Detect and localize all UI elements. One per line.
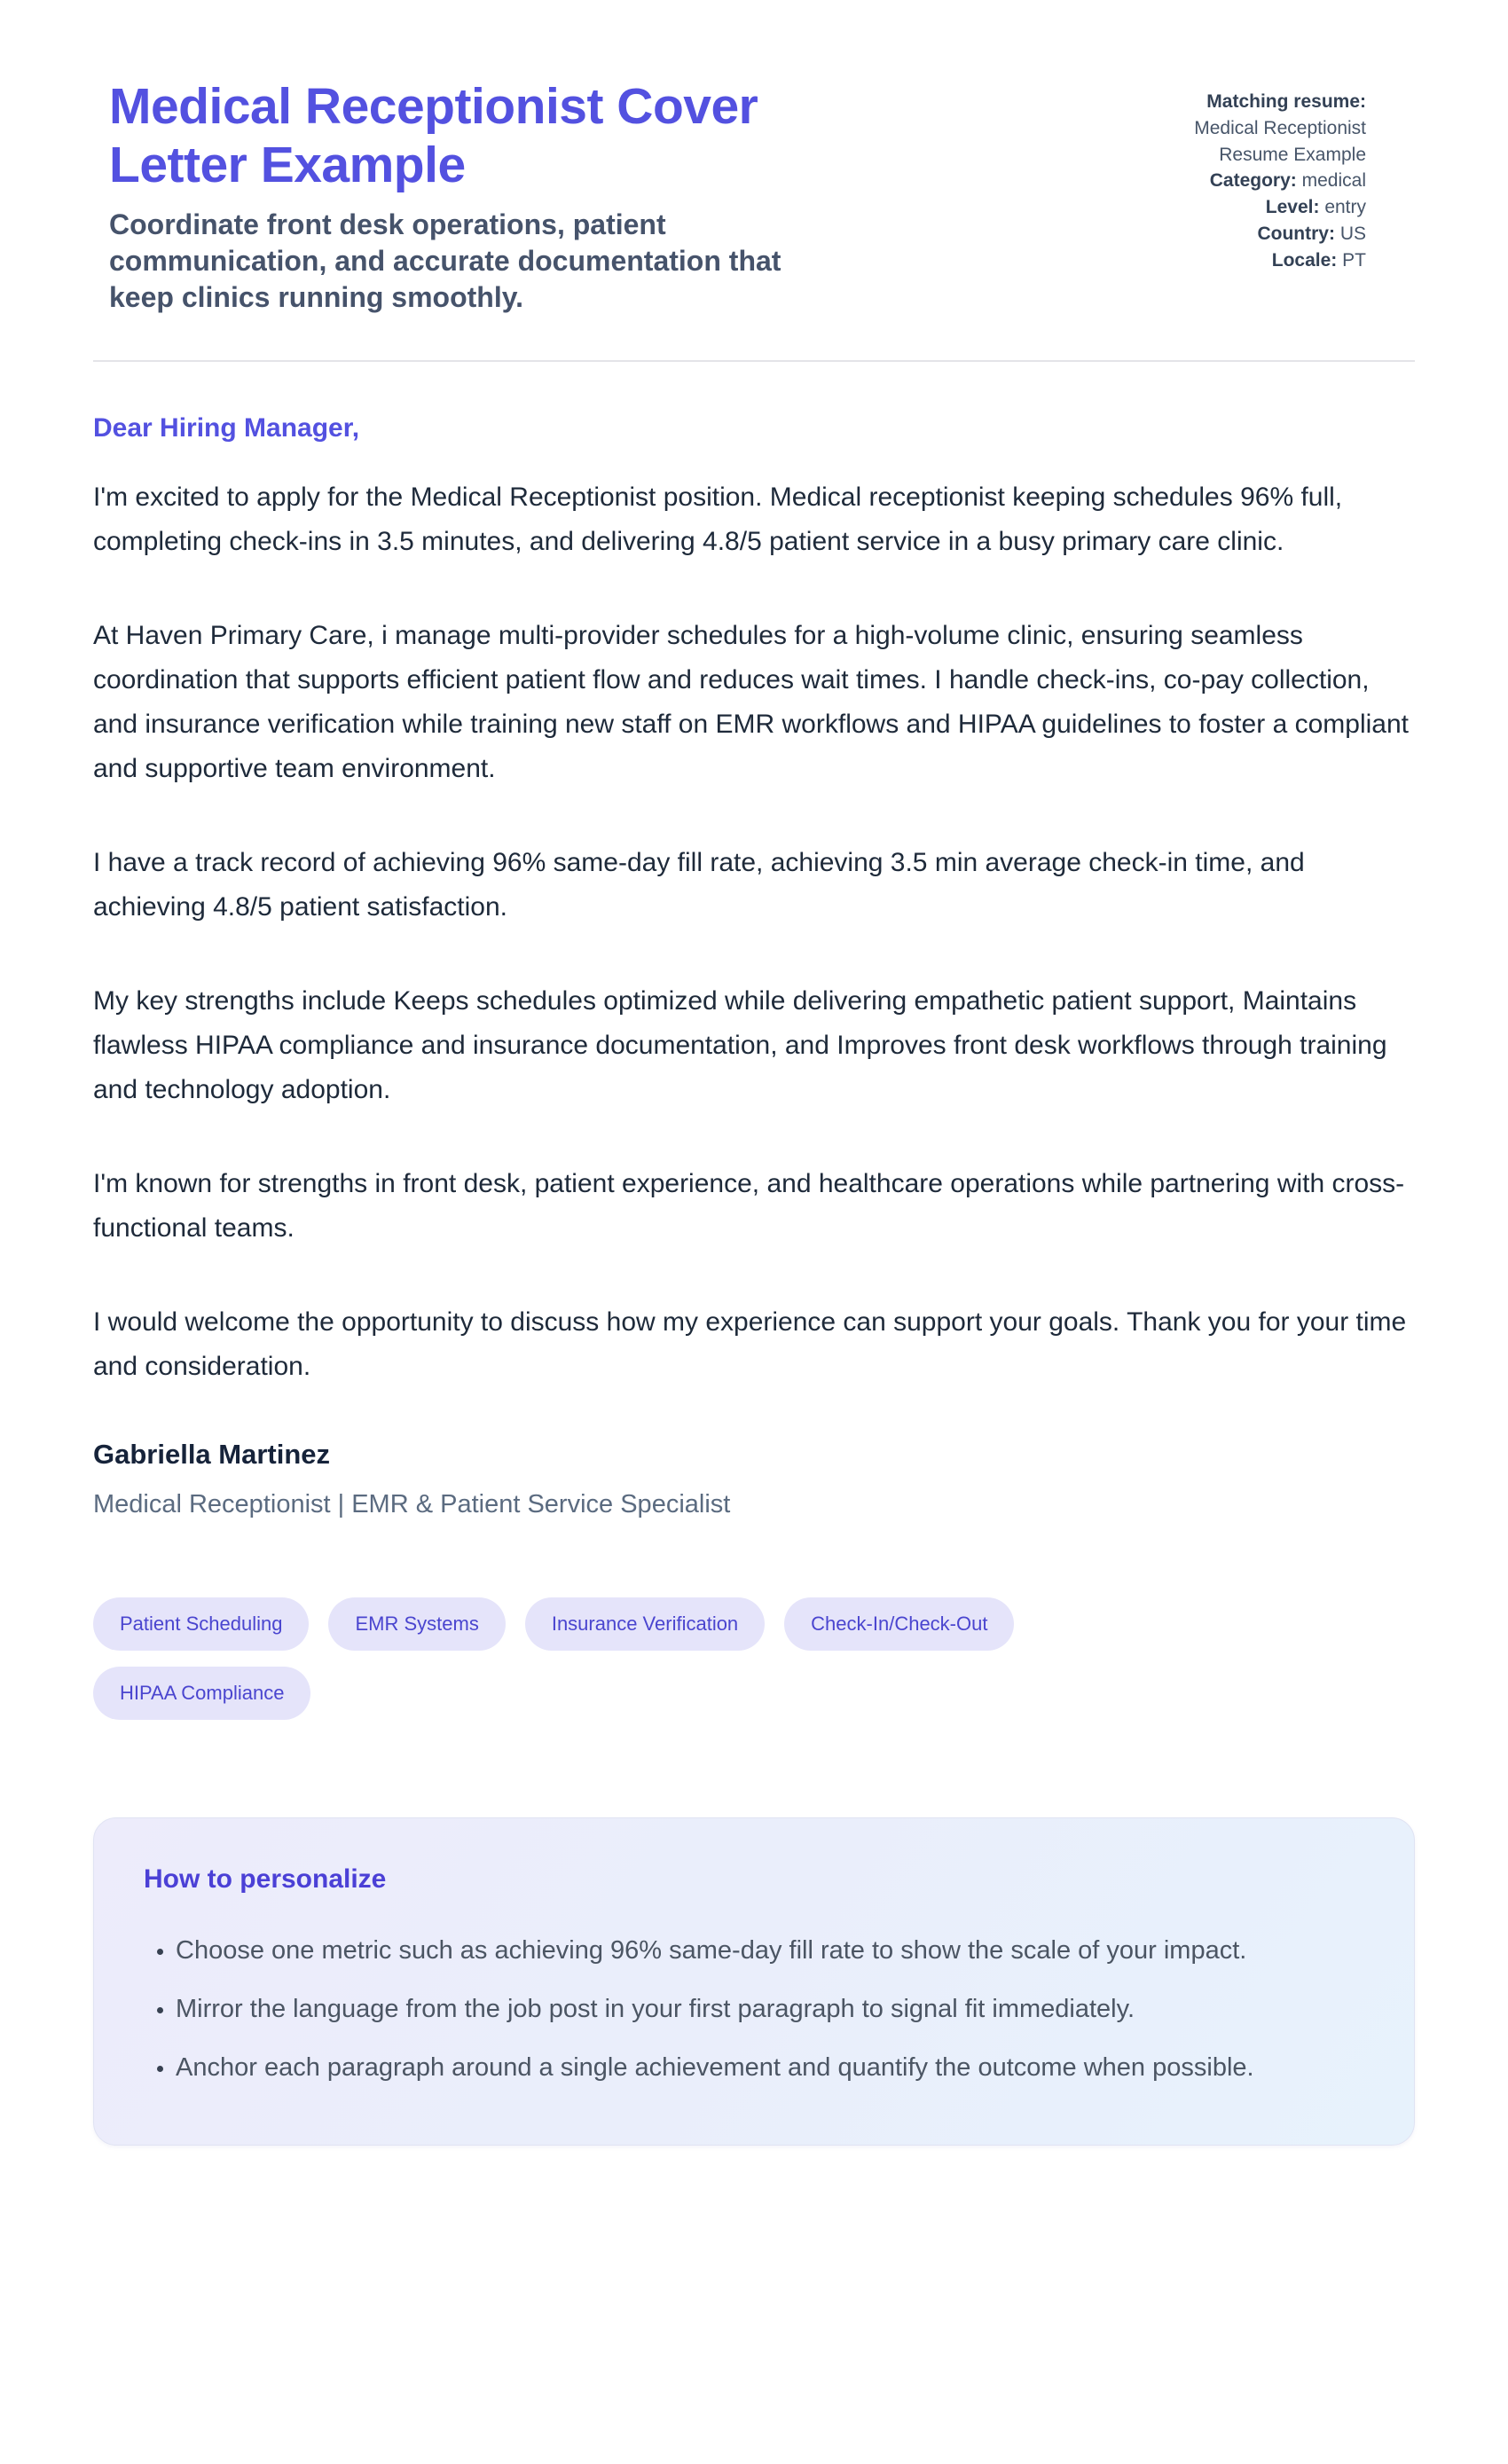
personalize-tip: • Anchor each paragraph around a single achievement and quantify the outcome when possible. [176,2045,1302,2090]
resume-meta-panel [1134,78,1366,274]
skill-tag: Patient Scheduling [93,1597,309,1651]
header-title-block [109,78,907,316]
meta-locale-label: Locale: [1271,249,1338,271]
letter-paragraph: I would welcome the opportunity to discuss how my experience can support your goals. Thank you for your time and consideration. [93,1307,1407,1381]
meta-locale-line [1134,247,1366,274]
meta-country-line [1134,221,1366,247]
signature-block [93,1439,1415,1519]
letter-paragraphs [93,475,1415,1389]
personalize-tip: • Mirror the language from the job post in your first paragraph to signal fit immediately. [176,1987,1302,2031]
signature-role: Medical Receptionist | EMR & Patient Service Specialist [93,1489,731,1518]
matching-resume-label [1134,89,1366,115]
personalize-title: How to personalize [144,1864,387,1894]
skill-tag: Insurance Verification [525,1597,765,1651]
header-divider [93,360,1415,362]
skill-tag: HIPAA Compliance [93,1667,310,1720]
greeting: Dear Hiring Manager, [93,412,360,443]
skill-tag: EMR Systems [328,1597,505,1651]
skill-tag: Check-In/Check-Out [784,1597,1014,1651]
meta-level-line [1134,194,1366,221]
meta-level-value: entry [1324,197,1366,218]
personalize-box [93,1817,1415,2146]
meta-country-value: US [1339,224,1366,245]
skill-tags [93,1597,1246,1720]
page-subtitle: Coordinate front desk operations, patient communication, and accurate documentation that keep clinics running smoothly. [109,208,781,313]
page-header [93,78,1415,316]
matching-resume-label-text: Matching resume: [1206,91,1366,112]
letter-paragraph: My key strengths include Keeps schedules optimized while delivering empathetic patient support, Maintains flawless HIPAA compliance and insurance documentation, and Improves front desk workflows through training and technology adoption. [93,985,1387,1104]
meta-category-label: Category: [1209,170,1297,192]
letter-paragraph: I have a track record of achieving 96% same-day fill rate, achieving 3.5 min average check-in time, and achieving 4.8/5 patient satisfaction. [93,847,1305,922]
personalize-tip-list [144,1928,1364,2090]
personalize-tip: • Choose one metric such as achieving 96% same-day fill rate to show the scale of your impact. [176,1928,1302,1973]
letter-paragraph: At Haven Primary Care, i manage multi-provider schedules for a high-volume clinic, ensuring seamless coordination that supports efficient patient flow and reduces wait times. I handle check-ins, co-pay collection, and insurance verification while training new staff on EMR workflows and HIPAA guidelines to foster a compliant and supportive team environment. [93,620,1409,783]
signature-name: Gabriella Martinez [93,1438,331,1470]
letter-body [93,413,1415,2146]
letter-paragraph: I'm known for strengths in front desk, patient experience, and healthcare operations while partnering with cross-functional teams. [93,1168,1405,1243]
meta-category-line [1134,168,1366,194]
matching-resume-value: Medical Receptionist Resume Example [1194,117,1366,165]
meta-locale-value: PT [1342,249,1366,271]
meta-country-label: Country: [1257,224,1335,245]
meta-level-label: Level: [1265,197,1320,218]
meta-category-value: medical [1301,170,1366,192]
letter-paragraph: I'm excited to apply for the Medical Receptionist position. Medical receptionist keeping schedules 96% full, completing check-ins in 3.5 minutes, and delivering 4.8/5 patient service in a busy primary care clinic. [93,482,1343,556]
page-title: Medical Receptionist Cover Letter Example [109,78,758,193]
